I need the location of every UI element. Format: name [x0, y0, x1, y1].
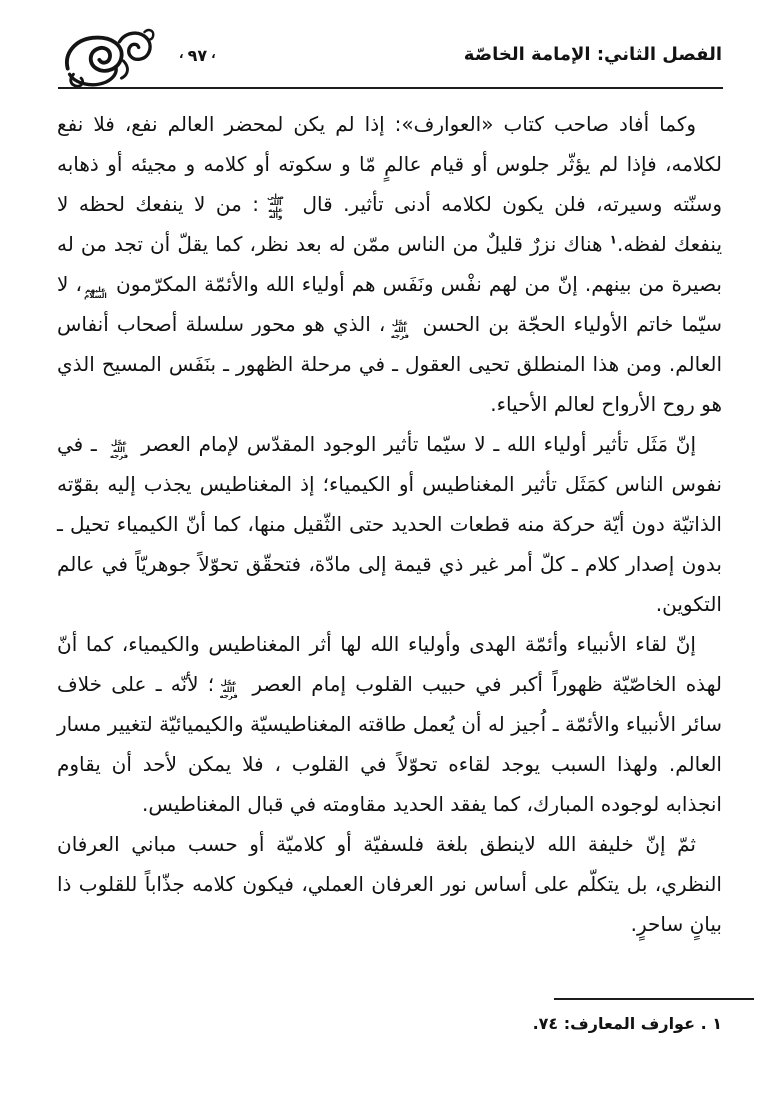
text-run: هناك نزرٌ قليلٌ من الناس ممّن له بعد نظر، كما يقلّ أن تجد من له بصيرة من بينهم. إنّ من لهم نفْس ونَفَس هم أولياء الله والأئمّة المكرّمون — [57, 232, 722, 296]
page-number-value: ٩٧ — [187, 46, 208, 65]
text-run: : من لا ينفعك لحظه لا ينفعك لفظه. — [57, 192, 723, 256]
footnote-ref: ١ — [609, 232, 617, 247]
page-number-decor-left: ، — [211, 47, 216, 61]
honorific-ajal-icon: عجّل الله فرجه — [219, 679, 238, 700]
footnote-area — [0, 998, 779, 1033]
honorific-salawat-icon: صلى الله عليه وآله — [267, 192, 284, 220]
text-run: إنّ مَثَل تأثير أولياء الله ـ لا سيّما تأثير الوجود المقدّس لإمام العصر — [133, 432, 696, 456]
paragraph-3 — [57, 624, 722, 824]
chapter-title: الفصل الثاني: الإمامة الخاصّة — [463, 44, 722, 65]
footnote-text: ١ . عوارف المعارف: ٧٤. — [532, 1014, 722, 1033]
header-divider — [58, 87, 723, 89]
text-run: ، لا سيّما خاتم الأولياء الحجّة بن الحسن — [57, 272, 723, 336]
honorific-ajal-icon: عجّل الله فرجه — [390, 319, 410, 340]
page-body — [0, 90, 779, 992]
text-run: ـ في نفوس الناس كمَثَل تأثير المغناطيس أو الكيمياء؛ إذ المغناطيس يجذب إليه بقوّته الذاتيّة دون أيّة حركة منه قطعات الحديد حتى الثّقيل منها، كما أنّ الكيمياء تحيل ـ بدون إصدار كلام ـ كلّ أمر غير ذي قيمة إلى مادّة، فتحقّق تحوّلاً جوهريّاً في عالم التكوين. — [57, 432, 722, 616]
text-run: وكما أفاد صاحب كتاب «العوارف»: إذا لم يكن لمحضر العالم نفع، فلا نفع لكلامه، فإذا لم يؤثّر جلوس أو قيام عالمٍ مّا و سكوته أو كلامه و مجيئه أو ذهابه وسنّته وسيرته، فلن يكون لكلامه أدنى تأثير. قال — [57, 112, 722, 216]
honorific-ajal-icon: عجّل الله فرجه — [109, 439, 129, 460]
page-number-decor-right: ، — [179, 47, 184, 61]
page-number — [175, 46, 220, 65]
footnote-divider — [554, 998, 754, 1000]
text-run: ؛ لأنّه ـ على خلاف سائر الأنبياء والأئمّة ـ اُجيز له أن يُعمل طاقته المغناطيسيّة والكيميائيّة لتغيير مسار العالم. ولهذا السبب يوجد لقاءه تحوّلاً في القلوب ، فلا يمكن لأحد أن يقاوم انجذابه لوجوده المبارك، كما يفقد الحديد مقاومته في قبال المغناطيس. — [57, 672, 722, 816]
header-ornament-icon — [60, 28, 156, 88]
text-run: ، الذي هو محور سلسلة أصحاب أنفاس العالم. ومن هذا المنطلق تحيى العقول ـ في مرحلة الظهور ـ بنَفَس المسيح الذي هو روح الأرواح لعالم الأحياء. — [57, 312, 722, 416]
honorific-alayhim-icon: عليهم السلام — [84, 285, 107, 300]
paragraph-2 — [57, 424, 722, 624]
text-run: إنّ لقاء الأنبياء وأئمّة الهدى وأولياء الله لها أثر المغناطيس والكيمياء، كما أنّ لهذه الخاصّيّة ظهوراً أكبر في حبيب القلوب إمام العصر — [57, 632, 722, 696]
paragraph-4 — [57, 824, 722, 944]
paragraph-1 — [57, 104, 722, 424]
text-run: ثمّ إنّ خليفة الله لاينطق بلغة فلسفيّة أو كلاميّة أو حسب مباني العرفان النظري، بل يتكلّم على أساس نور العرفان العملي، فيكون كلامه جذّاباً للقلوب ذا بيانٍ ساحرٍ. — [57, 832, 722, 936]
page-header — [0, 0, 779, 90]
